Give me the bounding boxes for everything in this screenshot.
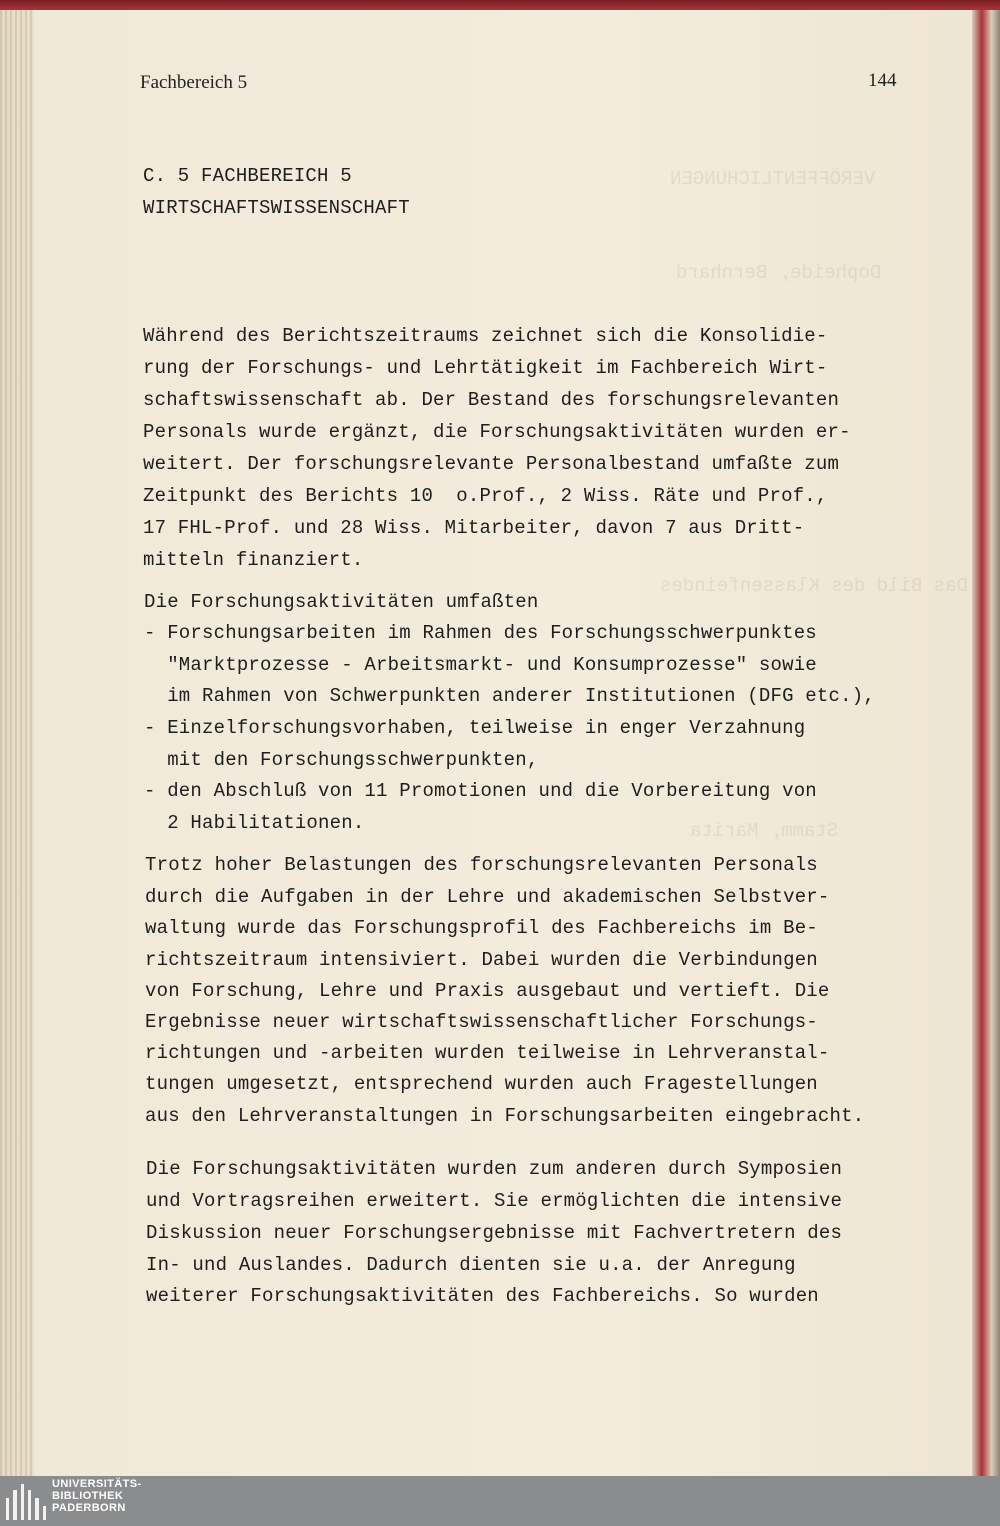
list-item: im Rahmen von Schwerpunkten anderer Institutionen (DFG etc.), (144, 685, 875, 707)
library-name-line1: UNIVERSITÄTS- (52, 1478, 142, 1490)
text-line: Personals wurde ergänzt, die Forschungsaktivitäten wurden er- (143, 421, 851, 443)
library-logo-icon (6, 1482, 46, 1520)
text-line: richtszeitraum intensiviert. Dabei wurden die Verbindungen (145, 949, 818, 971)
text-line: Diskussion neuer Forschungsergebnisse mit Fachvertretern des (146, 1222, 843, 1244)
text-line: weitert. Der forschungsrelevante Personalbestand umfaßte zum (143, 453, 840, 475)
show-through-text: Dopheide, Bernhard (676, 262, 882, 284)
text-line: weiterer Forschungsaktivitäten des Fachbereichs. So wurden (146, 1285, 819, 1307)
list-item: - Forschungsarbeiten im Rahmen des Forschungsschwerpunktes (144, 622, 817, 644)
text-line: und Vortragsreihen erweitert. Sie ermöglichten die intensive (146, 1190, 843, 1212)
show-through-text: Stamm, Marita (690, 820, 839, 842)
text-line: mitteln finanziert. (143, 549, 364, 571)
page-number: 144 (868, 70, 897, 91)
library-name-line2: BIBLIOTHEK (52, 1490, 124, 1502)
book-gutter (0, 10, 34, 1476)
list-item: - den Abschluß von 11 Promotionen und die Vorbereitung von (144, 780, 817, 802)
book-right-edge (972, 10, 1000, 1476)
text-line: 17 FHL-Prof. und 28 Wiss. Mitarbeiter, davon 7 aus Dritt- (143, 517, 805, 539)
text-line: Die Forschungsaktivitäten umfaßten (144, 591, 539, 613)
text-line: Zeitpunkt des Berichts 10 o.Prof., 2 Wiss. Räte und Prof., (143, 485, 828, 507)
text-line: aus den Lehrveranstaltungen in Forschungsarbeiten eingebracht. (145, 1105, 865, 1127)
show-through-text: Das Bild des Klassenfeindes (660, 575, 968, 597)
running-header-section: Fachbereich 5 (140, 72, 248, 93)
section-heading-number: C. 5 FACHBEREICH 5 (143, 165, 352, 187)
list-item: - Einzelforschungsvorhaben, teilweise in enger Verzahnung (144, 717, 806, 739)
library-name-line3: PADERBORN (52, 1502, 126, 1514)
library-logo-text (52, 1478, 142, 1514)
text-line: Trotz hoher Belastungen des forschungsrelevanten Personals (145, 854, 818, 876)
text-line: rung der Forschungs- und Lehrtätigkeit im Fachbereich Wirt- (143, 357, 828, 379)
text-line: Ergebnisse neuer wirtschaftswissenschaftlicher Forschungs- (145, 1011, 818, 1033)
show-through-text: VERÖFFENTLICHUNGEN (670, 168, 876, 190)
list-item: mit den Forschungsschwerpunkten, (144, 749, 539, 771)
text-line: waltung wurde das Forschungsprofil des Fachbereichs im Be- (145, 917, 818, 939)
text-line: von Forschung, Lehre und Praxis ausgebaut und vertieft. Die (145, 980, 830, 1002)
text-line: Während des Berichtszeitraums zeichnet sich die Konsolidie- (143, 325, 828, 347)
text-line: richtungen und -arbeiten wurden teilweise in Lehrveranstal- (145, 1042, 830, 1064)
text-line: tungen umgesetzt, entsprechend wurden auch Fragestellungen (145, 1073, 818, 1095)
section-heading-title: WIRTSCHAFTSWISSENSCHAFT (143, 197, 410, 219)
text-line: durch die Aufgaben in der Lehre und akademischen Selbstver- (145, 886, 830, 908)
list-item: "Marktprozesse - Arbeitsmarkt- und Konsumprozesse" sowie (144, 654, 817, 676)
text-line: Die Forschungsaktivitäten wurden zum anderen durch Symposien (146, 1158, 843, 1180)
list-item: 2 Habilitationen. (144, 812, 365, 834)
text-line: schaftswissenschaft ab. Der Bestand des forschungsrelevanten (143, 389, 840, 411)
library-footer-bar (0, 1476, 1000, 1526)
text-line: In- und Auslandes. Dadurch dienten sie u.a. der Anregung (146, 1254, 796, 1276)
